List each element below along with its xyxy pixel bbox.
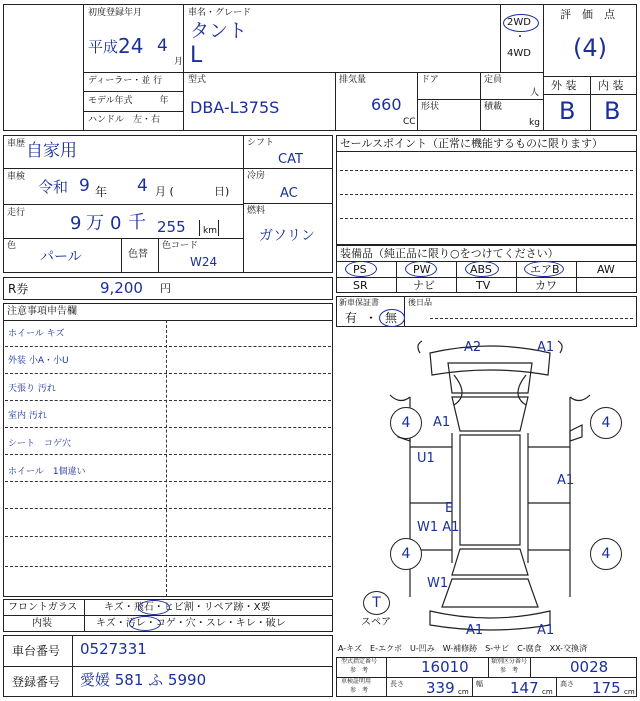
load-unit: kg bbox=[529, 118, 540, 128]
length-label: 長さ bbox=[390, 680, 404, 688]
sen-unit: 千 bbox=[128, 212, 146, 233]
warranty-label: 新車保証書 bbox=[339, 298, 379, 307]
exterior-label: 外 装 bbox=[551, 79, 577, 92]
length-unit: cm bbox=[458, 688, 469, 696]
ac: AC bbox=[280, 186, 298, 201]
cert-sub: 参 考 bbox=[350, 687, 369, 694]
color-code: W24 bbox=[190, 255, 218, 269]
equip-airbag: エアB bbox=[530, 263, 560, 276]
remark-5: シート コゲ穴 bbox=[8, 439, 72, 449]
shift-label: シフト bbox=[247, 138, 275, 148]
warranty-date-label: 後日品 bbox=[408, 298, 432, 307]
equip-sr: SR bbox=[353, 279, 368, 292]
equip-tv: TV bbox=[476, 279, 491, 292]
drive-dot: ・ bbox=[515, 32, 525, 43]
drive-2wd: 2WD bbox=[507, 17, 531, 28]
capacity-label: 定員 bbox=[484, 75, 503, 85]
mileage-sen: 0 bbox=[110, 213, 122, 234]
equipment-label: 装備品（純正品に限り○をつけてください） bbox=[340, 247, 559, 260]
length: 339 bbox=[426, 679, 455, 697]
man-unit: 万 bbox=[86, 213, 104, 234]
mark-left-mid-e: E bbox=[445, 501, 454, 516]
shift: CAT bbox=[278, 152, 303, 167]
inspection-label: 車検 bbox=[7, 172, 26, 182]
remark-3: 天張り 汚れ bbox=[8, 384, 56, 394]
registration-label: 登録番号 bbox=[12, 675, 61, 689]
door-label: ドア bbox=[421, 75, 439, 85]
remark-2: 外装 小A・小U bbox=[8, 356, 69, 366]
equip-leather: カワ bbox=[535, 279, 557, 292]
insp-month: 4 bbox=[137, 176, 148, 196]
interior-label: 内 装 bbox=[598, 79, 624, 92]
tire-rear-left: 4 bbox=[390, 538, 422, 570]
mark-left-mid-wa: W1 A1 bbox=[417, 520, 460, 535]
grade: L bbox=[190, 43, 203, 68]
mark-left-mid-upper: U1 bbox=[417, 451, 435, 466]
mileage-man: 9 bbox=[70, 213, 82, 234]
mark-rear-right: A1 bbox=[537, 623, 555, 638]
mark-rear-left: A1 bbox=[466, 623, 484, 638]
displacement-label: 排気量 bbox=[339, 75, 367, 85]
legend-text: A-キズ E-エクボ U-凹み W-補修跡 S-サビ C-腐食 XX-交換済 bbox=[338, 644, 588, 653]
car-diagram bbox=[370, 335, 610, 640]
reg-year: 24 bbox=[118, 34, 144, 58]
cc-unit: CC bbox=[403, 117, 416, 127]
car-name: タント bbox=[190, 20, 248, 42]
circle-interior bbox=[129, 616, 161, 631]
width: 147 bbox=[510, 679, 539, 697]
sales-label: セールスポイント（正常に機能するものに限ります） bbox=[340, 137, 604, 150]
yen-unit: 円 bbox=[160, 282, 171, 295]
equip-pw: PW bbox=[413, 263, 431, 276]
mileage-rest: 255 bbox=[157, 218, 186, 236]
type-no: 16010 bbox=[421, 658, 469, 676]
circle-warranty-no bbox=[379, 309, 405, 327]
interior-grade: B bbox=[604, 97, 621, 125]
type-no-label: 型式指定番号 bbox=[341, 658, 378, 665]
insp-day-unit: 日) bbox=[214, 185, 230, 198]
model-type: DBA-L375S bbox=[190, 98, 280, 117]
reg-month: 4 bbox=[157, 36, 168, 56]
equip-navi: ナビ bbox=[413, 279, 435, 292]
dealer-label: ディーラー・並 行 bbox=[88, 76, 163, 86]
cert-label: 車検証明用 bbox=[341, 678, 372, 685]
body-label: 形状 bbox=[421, 102, 440, 112]
fuel-label: 燃料 bbox=[247, 206, 266, 216]
height-unit: cm bbox=[624, 688, 635, 696]
drive-4wd: 4WD bbox=[507, 48, 531, 59]
km-unit: km bbox=[203, 226, 217, 236]
mark-front-left: A2 bbox=[464, 340, 482, 355]
warranty-no: 無 bbox=[385, 311, 398, 325]
chassis-label: 車台番号 bbox=[12, 644, 61, 658]
circle-pw bbox=[405, 261, 437, 277]
glass-options: キズ・飛石・ヒビ割・リペア跡・X要 bbox=[104, 602, 271, 613]
mileage-label: 走行 bbox=[7, 208, 26, 218]
class-no: 0028 bbox=[570, 658, 609, 676]
usage: 自家用 bbox=[26, 141, 77, 161]
reg-era: 平成 bbox=[88, 38, 119, 56]
insp-year-unit: 年 bbox=[95, 185, 108, 199]
circle-glass bbox=[138, 600, 170, 615]
width-label: 幅 bbox=[476, 680, 483, 688]
color-change-label: 色替 bbox=[128, 249, 148, 260]
eval-label: 評 価 点 bbox=[560, 8, 615, 21]
exterior-grade: B bbox=[559, 97, 576, 125]
fuel: ガソリン bbox=[259, 228, 315, 244]
displacement: 660 bbox=[371, 95, 402, 114]
circle-airbag bbox=[524, 261, 564, 277]
circle-ps bbox=[345, 261, 377, 277]
warranty-dot: ・ bbox=[365, 311, 378, 325]
glass-label: フロントガラス bbox=[8, 602, 78, 613]
ac-label: 冷房 bbox=[247, 171, 266, 181]
equip-aw: AW bbox=[597, 263, 615, 276]
capacity-unit: 人 bbox=[530, 88, 540, 98]
registration-value: 愛媛 581 ふ 5990 bbox=[80, 671, 207, 689]
class-no-label: 類別区分番号 bbox=[491, 658, 528, 665]
interior-cond-label: 内装 bbox=[32, 618, 52, 629]
mark-left-front-door: A1 bbox=[433, 415, 451, 430]
recycle-label: R券 bbox=[8, 282, 29, 296]
height-label: 高さ bbox=[560, 680, 574, 688]
warranty-yes: 有 bbox=[345, 311, 358, 325]
equip-abs: ABS bbox=[470, 263, 492, 276]
remark-1: ホイール キズ bbox=[8, 329, 65, 339]
mark-right-mid: A1 bbox=[557, 473, 575, 488]
remark-4: 室内 汚れ bbox=[8, 411, 47, 421]
handle-label: ハンドル 左・右 bbox=[88, 115, 161, 125]
tire-front-left: 4 bbox=[390, 407, 422, 439]
name-grade-label: 車名・グレード bbox=[188, 8, 252, 18]
insp-year: 9 bbox=[79, 176, 90, 196]
remarks-label: 注意事項申告欄 bbox=[7, 306, 77, 317]
equip-ps: PS bbox=[353, 263, 367, 276]
remarks-block bbox=[3, 303, 333, 597]
first-reg-label: 初度登録年月 bbox=[88, 8, 143, 18]
spare-label: スペア bbox=[361, 617, 391, 628]
insp-month-unit: 月 ( bbox=[155, 185, 174, 198]
color-label: 色 bbox=[7, 241, 17, 251]
height: 175 bbox=[592, 679, 621, 697]
tire-front-right: 4 bbox=[590, 407, 622, 439]
eval-score: (4) bbox=[573, 34, 607, 62]
width-unit: cm bbox=[542, 688, 553, 696]
reg-month-unit: 月 bbox=[174, 57, 184, 67]
spare-tire-mark: T bbox=[363, 591, 390, 615]
color: パール bbox=[40, 249, 82, 265]
insp-era: 令和 bbox=[38, 178, 69, 196]
circle-abs bbox=[465, 261, 499, 277]
remark-6: ホイール 1個違い bbox=[8, 467, 86, 477]
mark-left-rear: W1 bbox=[427, 576, 449, 591]
tire-rear-right: 4 bbox=[590, 538, 622, 570]
load-label: 積載 bbox=[484, 102, 503, 112]
model-type-label: 型式 bbox=[188, 75, 207, 85]
type-no-sub: 参 考 bbox=[350, 667, 369, 674]
class-no-sub: 参 考 bbox=[500, 667, 519, 674]
mark-front-right: A1 bbox=[537, 340, 555, 355]
color-code-label: 色コード bbox=[162, 241, 199, 251]
recycle: 9,200 bbox=[100, 279, 143, 297]
interior-cond-options: キズ・汚レ・コゲ・穴・スレ・キレ・破レ bbox=[96, 618, 286, 629]
chassis-value: 0527331 bbox=[80, 640, 147, 658]
model-year-label: モデル年式 年 bbox=[88, 96, 169, 106]
usage-label: 車歴 bbox=[7, 139, 26, 149]
